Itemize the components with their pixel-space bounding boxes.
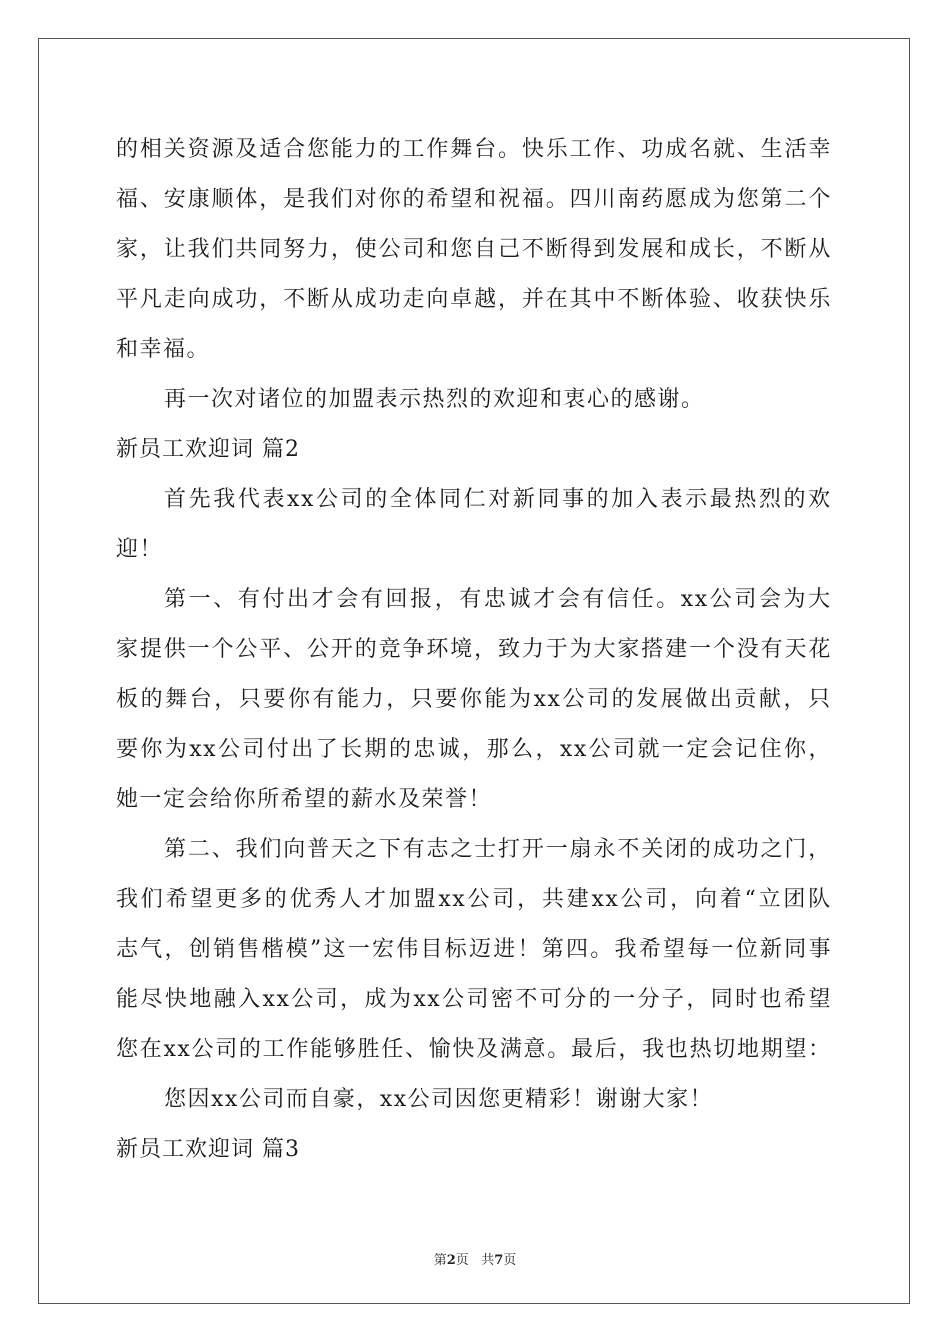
text-line: 迎！ — [116, 537, 164, 562]
text-line: 要 你 为 xx 公 司 付 出 了 长 期 的 忠 诚 ， 那 么 ， xx 公 司 就 一 定 会 记 住 你 ， — [116, 737, 832, 762]
section-heading: 新员工欢迎词 篇3 — [116, 1137, 300, 1162]
footer-page-prefix: 第 — [433, 1253, 447, 1268]
text-line: 她一定会给你所希望的薪水及荣誉！ — [116, 787, 493, 812]
text-line: 您 在 xx 公 司 的 工 作 能 够 胜 任 、 愉 快 及 满 意 。 最 后 ， 我 也 热 切 地 期 望 ： — [116, 1037, 832, 1062]
page-footer — [0, 1249, 950, 1268]
text-line: 的 相 关 资 源 及 适 合 您 能 力 的 工 作 舞 台 。 快 乐 工 作 、 功 成 名 就 、 生 活 幸 — [116, 137, 832, 162]
text-line: 第 一 、 有 付 出 才 会 有 回 报 ， 有 忠 诚 才 会 有 信 任 。 xx 公 司 会 为 大 — [164, 587, 832, 612]
text-line: 家 提 供 一 个 公 平 、 公 开 的 竞 争 环 境 ， 致 力 于 为 大 家 搭 建 一 个 没 有 天 花 — [116, 637, 832, 662]
text-line: 首 先 我 代 表 xx 公 司 的 全 体 同 仁 对 新 同 事 的 加 入 表 示 最 热 烈 的 欢 — [164, 487, 832, 512]
footer-page-suffix: 页 — [455, 1253, 469, 1268]
footer-total-suffix: 页 — [503, 1253, 517, 1268]
text-line: 能 尽 快 地 融 入 xx 公 司 ， 成 为 xx 公 司 密 不 可 分 的 一 分 子 ， 同 时 也 希 望 — [116, 987, 832, 1012]
footer-total-prefix: 共 — [481, 1253, 495, 1268]
text-line: 第 二 、 我 们 向 普 天 之 下 有 志 之 士 打 开 一 扇 永 不 关 闭 的 成 功 之 门 ， — [164, 837, 832, 862]
text-line: 志 气 ， 创 销 售 楷 模 ” 这 一 宏 伟 目 标 迈 进 ！ 第 四 。 我 希 望 每 一 位 新 同 事 — [116, 937, 832, 962]
text-line: 板 的 舞 台 ， 只 要 你 有 能 力 ， 只 要 你 能 为 xx 公 司 的 发 展 做 出 贡 献 ， 只 — [116, 687, 832, 712]
footer-page-total: 7 — [494, 1253, 504, 1268]
text-line: 再一次对诸位的加盟表示热烈的欢迎和衷心的感谢。 — [164, 387, 705, 412]
text-line: 我 们 希 望 更 多 的 优 秀 人 才 加 盟 xx 公 司 ， 共 建 xx 公 司 ， 向 着 “ 立 团 队 — [116, 887, 832, 912]
section-heading: 新员工欢迎词 篇2 — [116, 437, 300, 462]
text-line: 您因xx公司而自豪，xx公司因您更精彩！谢谢大家！ — [164, 1087, 714, 1112]
text-line: 平 凡 走 向 成 功 ， 不 断 从 成 功 走 向 卓 越 ， 并 在 其 中 不 断 体 验 、 收 获 快 乐 — [116, 287, 832, 312]
text-line: 和幸福。 — [116, 337, 211, 362]
footer-page-current: 2 — [446, 1253, 456, 1268]
page-frame — [38, 38, 910, 1304]
text-line: 家 ， 让 我 们 共 同 努 力 ， 使 公 司 和 您 自 己 不 断 得 到 发 展 和 成 长 ， 不 断 从 — [116, 237, 832, 262]
text-line: 福 、 安 康 顺 体 ， 是 我 们 对 你 的 希 望 和 祝 福 。 四 川 南 药 愿 成 为 您 第 二 个 — [116, 187, 832, 212]
